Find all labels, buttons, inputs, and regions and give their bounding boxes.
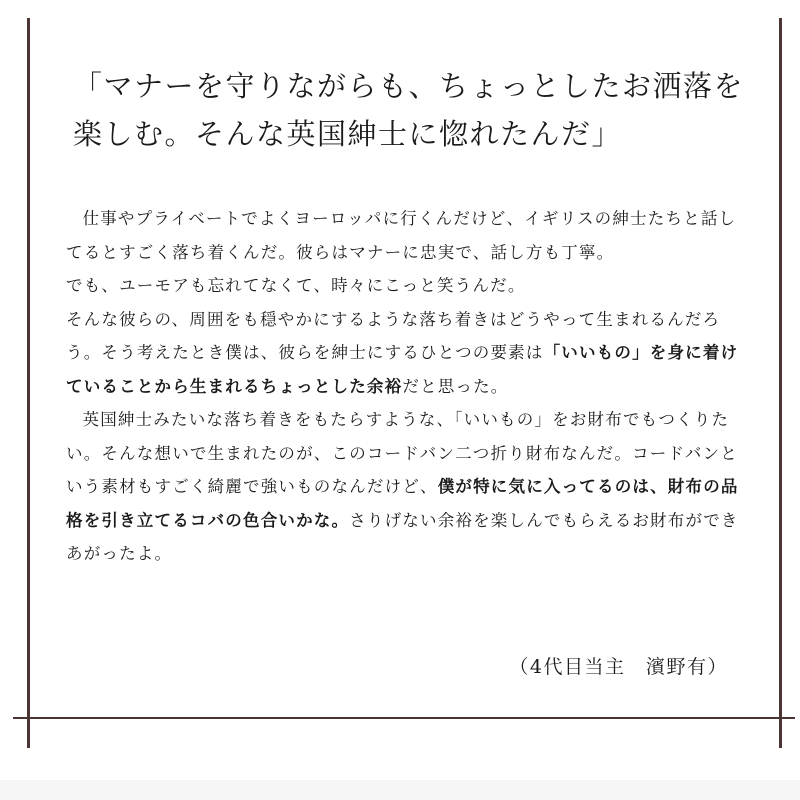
- heading-line-2: 楽しむ。そんな英国紳士に惚れたんだ」: [73, 117, 623, 151]
- heading-line-1: 「マナーを守りながらも、ちょっとしたお洒落を: [73, 69, 745, 103]
- frame-bottom-border: [13, 717, 795, 719]
- signature: （4代目当主 濱野有）: [509, 656, 728, 678]
- paragraph-3-emphasis: 「いいもの」を身に着けていることから生まれるちょっとした余裕: [66, 343, 739, 396]
- footer-band: [0, 780, 800, 800]
- paragraph-4: [66, 403, 742, 571]
- quote-heading: [73, 62, 763, 158]
- paragraph-4-emphasis: 僕が特に気に入ってるのは、財布の品格を引き立てるコバの色合いかな。: [66, 477, 739, 530]
- paragraph-3-text-a: そんな彼らの、周囲をも穏やかにするような落ち着きはどうやって生まれるんだろう。そう考えたとき僕は、彼らを紳士にするひとつの要素は: [66, 309, 721, 362]
- paragraph-4-text-b: さりげない余裕を楽しんでもらえるお財布ができあがったよ。: [66, 510, 739, 563]
- paragraph-3: [66, 303, 742, 404]
- paragraph-1: 仕事やプライベートでよくヨーロッパに行くんだけど、イギリスの紳士たちと話してるとすごく落ち着くんだ。彼らはマナーに忠実で、話し方も丁寧。: [66, 209, 737, 262]
- paragraph-4-text-a: 英国紳士みたいな落ち着きをもたらすような、「いいもの」をお財布でもつくりたい。そんな想いで生まれたのが、このコードバン二つ折り財布なんだ。コードバンという素材もすごく綺麗で強いものなんだけど、: [66, 410, 738, 496]
- paragraph-3-text-b: だと思った。: [402, 376, 509, 396]
- frame-left-border: [27, 18, 30, 748]
- frame-right-border: [779, 18, 782, 748]
- paragraph-2: でも、ユーモアも忘れてなくて、時々にこっと笑うんだ。: [66, 276, 526, 295]
- article-body: [66, 202, 742, 571]
